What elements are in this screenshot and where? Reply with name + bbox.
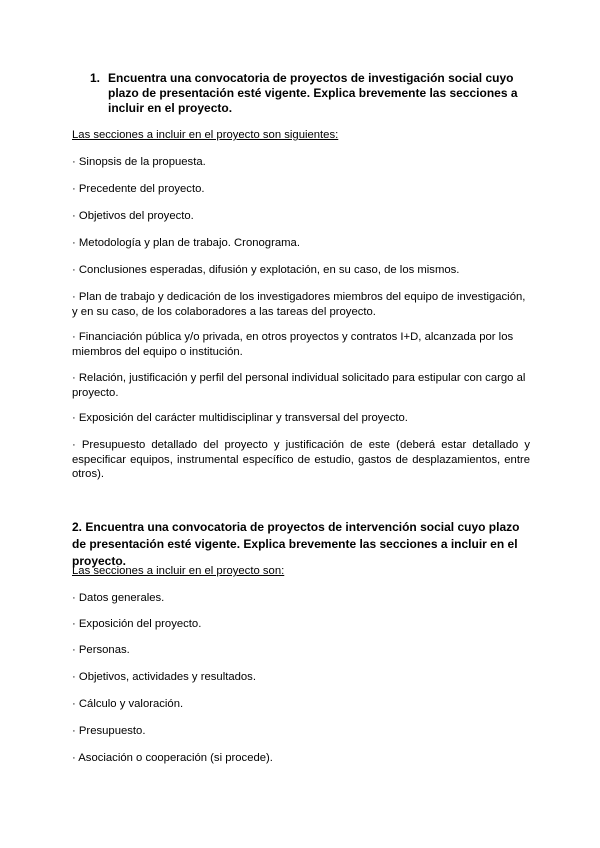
section-2-heading: Las secciones a incluir en el proyecto son: [72, 565, 285, 577]
list-item: · Objetivos, actividades y resultados. [72, 671, 256, 683]
list-item: · Conclusiones esperadas, difusión y explotación, en su caso, de los mismos. [72, 264, 460, 276]
list-item: · Metodología y plan de trabajo. Cronograma. [72, 237, 300, 249]
list-item: · Datos generales. [72, 592, 165, 604]
list-item: · Precedente del proyecto. [72, 183, 205, 195]
list-item: · Sinopsis de la propuesta. [72, 156, 206, 168]
list-item: · Objetivos del proyecto. [72, 210, 194, 222]
list-item: · Financiación pública y/o privada, en otros proyectos y contratos I+D, alcanzada por los miembros del equipo o institución. [72, 331, 514, 358]
question-2: 2. Encuentra una convocatoria de proyectos de intervención social cuyo plazo de presentación esté vigente. Explica brevemente las secciones a incluir en el proyecto. [72, 520, 520, 568]
list-item: · Cálculo y valoración. [72, 698, 184, 710]
list-item: · Plan de trabajo y dedicación de los investigadores miembros del equipo de investigación, y en su caso, de los colaboradores a las tareas del proyecto. [72, 291, 526, 318]
question-1-text: Encuentra una convocatoria de proyectos de investigación social cuyo plazo de presentación esté vigente. Explica brevemente las secciones a incluir en el proyecto. [108, 71, 518, 115]
list-item: · Personas. [72, 644, 130, 656]
list-item: · Relación, justificación y perfil del personal individual solicitado para estipular con cargo al proyecto. [72, 372, 526, 399]
list-item: · Presupuesto detallado del proyecto y justificación de este (deberá estar detallado y especificar equipos, instrumental específico de estudio, gastos de desplazamientos, entre otros). [72, 439, 530, 480]
list-item: · Asociación o cooperación (si procede). [72, 752, 273, 764]
list-item: · Exposición del proyecto. [72, 618, 202, 630]
question-1-number: 1. [90, 71, 101, 85]
question-1 [90, 71, 535, 116]
section-1-heading: Las secciones a incluir en el proyecto son siguientes: [72, 129, 339, 141]
list-item: · Exposición del carácter multidisciplinar y transversal del proyecto. [72, 412, 408, 424]
list-item: · Presupuesto. [72, 725, 146, 737]
